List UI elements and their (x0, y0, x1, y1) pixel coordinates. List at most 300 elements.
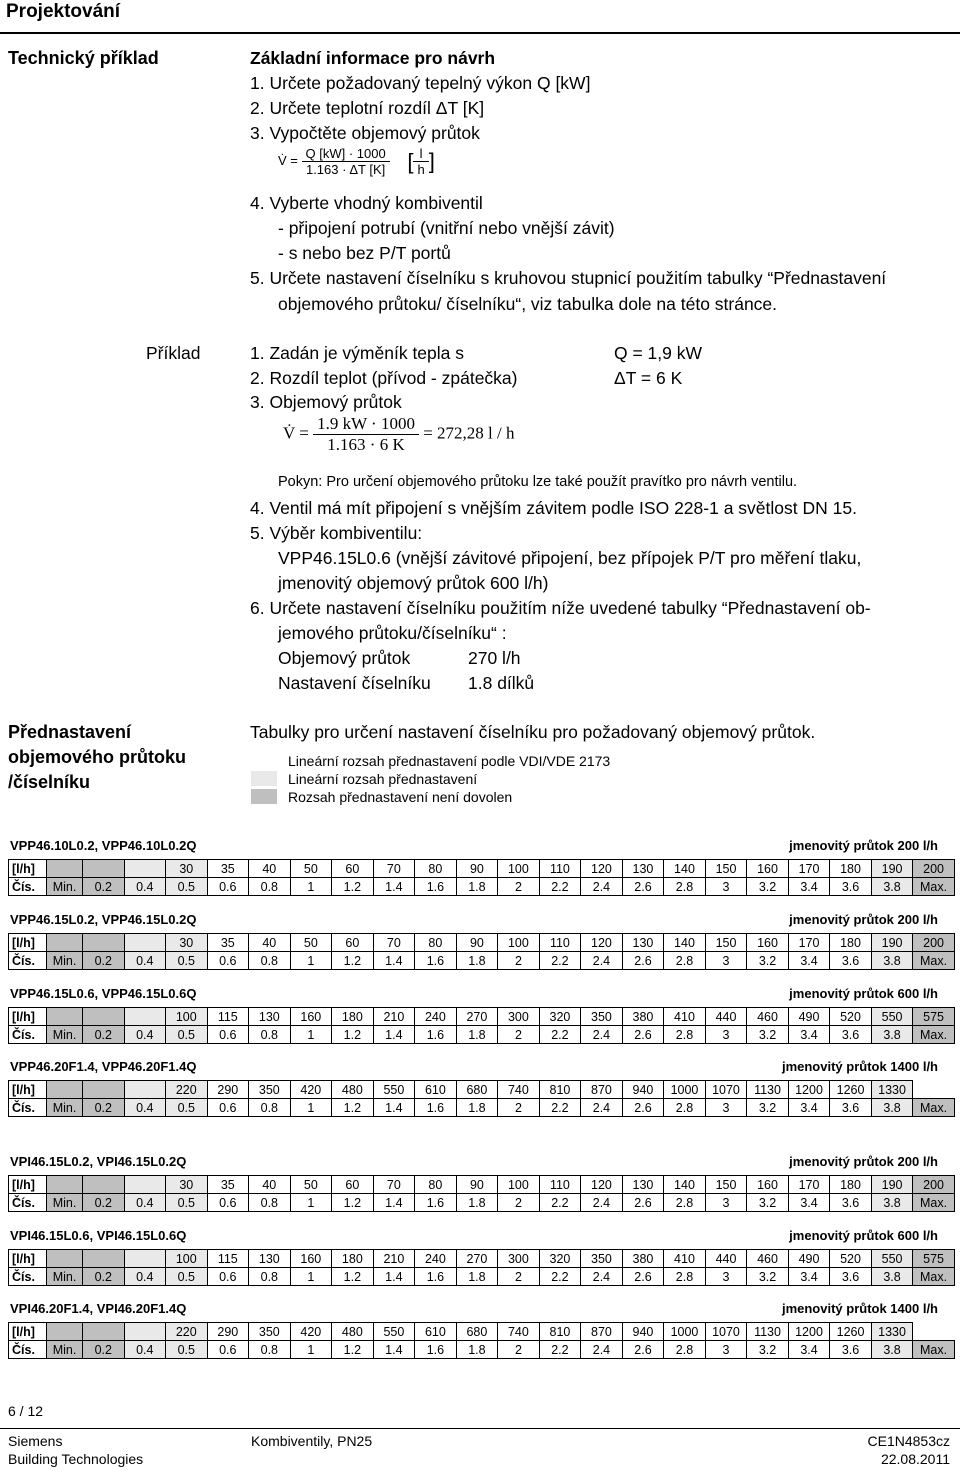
design-step-2: 2. Určete teplotní rozdíl ΔT [K] (250, 98, 485, 118)
table-cell: Max. (913, 1194, 955, 1212)
table-cell: 3 (705, 1026, 747, 1044)
table-cell: 1.4 (373, 952, 415, 970)
table-cell: 490 (788, 1008, 830, 1026)
table-cell: 460 (747, 1008, 789, 1026)
table-cell (124, 1250, 166, 1268)
table-cell: 40 (249, 934, 291, 952)
table-cell: 2.4 (581, 952, 623, 970)
table-cell: Max. (913, 1341, 955, 1359)
table-cell: 1.8 (456, 1099, 498, 1117)
table-cell: 180 (830, 1176, 872, 1194)
table-cell: 940 (622, 1323, 664, 1341)
table-cell: 2.8 (664, 1194, 706, 1212)
design-step-4-bullet-1: - připojení potrubí (vnitřní nebo vnější závit) (278, 218, 615, 238)
legend-swatch-not-allowed (251, 789, 277, 804)
table-cell: 350 (249, 1323, 291, 1341)
presetting-table-1 (8, 859, 955, 896)
table-cell: 0.8 (249, 1026, 291, 1044)
legend-swatch-linear (251, 771, 277, 786)
table-cell: 170 (788, 1176, 830, 1194)
table-cell: 3.2 (747, 1341, 789, 1359)
table-3-title: VPP46.15L0.6, VPP46.15L0.6Q (10, 986, 197, 1001)
table-cell: 2.6 (622, 1194, 664, 1212)
example-step-6-line-1: 6. Určete nastavení číselníku použitím níže uvedené tabulky “Přednastavení ob- (250, 598, 871, 618)
table-cell: 2.2 (539, 952, 581, 970)
table-cell: 180 (830, 860, 872, 878)
footer-rule (0, 1428, 960, 1429)
table-cell: 100 (166, 1250, 208, 1268)
table-cell: 1.2 (332, 1026, 374, 1044)
flow-row-label: [l/h] (9, 934, 47, 952)
table-cell: 50 (290, 860, 332, 878)
example-flow-label: Objemový průtok (278, 648, 411, 668)
table-cell: 1.4 (373, 1194, 415, 1212)
table-cell: 0.5 (166, 1194, 208, 1212)
table-cell (83, 1176, 125, 1194)
table-cell: 240 (415, 1250, 457, 1268)
table-cell (47, 934, 83, 952)
table-cell: 2.8 (664, 1099, 706, 1117)
presetting-intro: Tabulky pro určení nastavení číselníku pro požadovaný objemový průtok. (250, 722, 816, 742)
design-heading: Základní informace pro návrh (250, 48, 496, 68)
example-step-2-value: ΔT = 6 K (614, 368, 683, 388)
table-cell: 1200 (788, 1323, 830, 1341)
table-cell: Max. (913, 1268, 955, 1286)
table-cell: 2.4 (581, 1099, 623, 1117)
table-cell: 1070 (705, 1323, 747, 1341)
table-cell: 440 (705, 1250, 747, 1268)
table-cell: 550 (373, 1081, 415, 1099)
table-cell: 3.2 (747, 878, 789, 896)
table-cell: 1 (290, 1194, 332, 1212)
table-cell: 3.8 (871, 1341, 913, 1359)
table-cell: 440 (705, 1008, 747, 1026)
table-cell: 100 (498, 934, 540, 952)
table-cell: 120 (581, 860, 623, 878)
table-cell: 160 (747, 934, 789, 952)
table-cell: 30 (166, 934, 208, 952)
table-7-nominal: jmenovitý průtok 1400 l/h (781, 1301, 938, 1316)
design-step-4: 4. Vyberte vhodný kombiventil (250, 193, 483, 213)
table-cell: 90 (456, 934, 498, 952)
table-cell: 1000 (664, 1323, 706, 1341)
table-cell: 100 (166, 1008, 208, 1026)
setting-row-label: Čís. (9, 1099, 47, 1117)
table-cell: 200 (913, 1176, 955, 1194)
table-cell: Max. (913, 878, 955, 896)
table-cell: 130 (622, 860, 664, 878)
table-cell: 610 (415, 1323, 457, 1341)
table-cell (47, 1176, 83, 1194)
table-cell: 1.8 (456, 1268, 498, 1286)
formula-unit (413, 146, 428, 177)
table-cell: 2.4 (581, 1268, 623, 1286)
table-cell: 180 (332, 1008, 374, 1026)
table-cell (83, 1081, 125, 1099)
table-cell: Min. (47, 1268, 83, 1286)
table-cell: 1.2 (332, 1341, 374, 1359)
example-flow-value: 270 l/h (468, 648, 521, 668)
table-cell: 1 (290, 1268, 332, 1286)
table-cell: 3.4 (788, 1268, 830, 1286)
table-cell: 2.4 (581, 1026, 623, 1044)
side-label-example: Příklad (146, 343, 201, 363)
formula-denominator: 1.163 · ΔT [K] (305, 162, 386, 177)
table-cell: 0.4 (124, 1099, 166, 1117)
table-cell: 70 (373, 1176, 415, 1194)
table-cell: 3.2 (747, 1099, 789, 1117)
table-cell: 0.5 (166, 1268, 208, 1286)
formula-numerator: Q [kW] · 1000 (302, 146, 390, 162)
table-cell: 170 (788, 860, 830, 878)
table-cell (124, 934, 166, 952)
table-cell: 160 (290, 1008, 332, 1026)
side-label-presetting-2: objemového průtoku (8, 747, 187, 767)
table-cell: 1.2 (332, 1268, 374, 1286)
table-cell (83, 934, 125, 952)
table-cell: 420 (290, 1323, 332, 1341)
table-cell: 210 (373, 1008, 415, 1026)
example-step-5: 5. Výběr kombiventilu: (250, 523, 423, 543)
table-cell: 3.8 (871, 1194, 913, 1212)
setting-row-label: Čís. (9, 1026, 47, 1044)
table-cell: 0.2 (83, 1026, 125, 1044)
table-cell: 200 (913, 860, 955, 878)
table-cell: 100 (498, 1176, 540, 1194)
table-cell: 1260 (830, 1323, 872, 1341)
footer-doc-id: CE1N4853cz (867, 1433, 950, 1449)
presetting-table-3 (8, 1007, 955, 1044)
page-number: 6 / 12 (8, 1403, 44, 1419)
table-cell: 100 (498, 860, 540, 878)
table-cell: 0.8 (249, 1099, 291, 1117)
table-cell: 1.2 (332, 878, 374, 896)
table-cell: 60 (332, 860, 374, 878)
example-step-1-value: Q = 1,9 kW (614, 343, 703, 363)
presetting-table-6 (8, 1249, 955, 1286)
table-cell: 1330 (871, 1081, 913, 1099)
table-cell: 3.6 (830, 1026, 872, 1044)
table-cell: 290 (207, 1323, 249, 1341)
table-cell: Min. (47, 878, 83, 896)
table-cell: 160 (290, 1250, 332, 1268)
table-cell: 1 (290, 952, 332, 970)
table-cell: 575 (913, 1250, 955, 1268)
table-cell (83, 1008, 125, 1026)
table-2-nominal: jmenovitý průtok 200 l/h (789, 912, 938, 927)
table-cell: 2 (498, 952, 540, 970)
table-cell: 3.8 (871, 1026, 913, 1044)
table-cell: 1.2 (332, 1099, 374, 1117)
table-cell: 3 (705, 1341, 747, 1359)
table-cell: 2 (498, 1194, 540, 1212)
table-cell: 1 (290, 878, 332, 896)
table-cell: 240 (415, 1008, 457, 1026)
table-cell: 0.8 (249, 1268, 291, 1286)
table-cell: 80 (415, 860, 457, 878)
legend-label-vdi: Lineární rozsah přednastavení podle VDI/VDE 2173 (288, 753, 611, 769)
table-cell: 130 (249, 1250, 291, 1268)
flow-row-label: [l/h] (9, 1176, 47, 1194)
table-cell: 30 (166, 860, 208, 878)
example-setting-value: 1.8 dílků (468, 673, 535, 693)
setting-row (9, 1026, 955, 1044)
table-cell: 1.4 (373, 1341, 415, 1359)
table-cell: 3.4 (788, 878, 830, 896)
side-label-presetting-1: Přednastavení (8, 722, 132, 742)
flow-row (9, 934, 955, 952)
table-cell: 680 (456, 1323, 498, 1341)
table-cell (124, 1323, 166, 1341)
setting-row (9, 952, 955, 970)
table-cell (47, 1008, 83, 1026)
table-cell: 110 (539, 860, 581, 878)
table-cell: Max. (913, 1099, 955, 1117)
table-cell (83, 860, 125, 878)
table-cell: 0.4 (124, 878, 166, 896)
table-cell: 70 (373, 860, 415, 878)
table-cell: 1.8 (456, 1341, 498, 1359)
example-formula-result: = 272,28 l / h (423, 423, 515, 443)
table-cell: 2 (498, 1099, 540, 1117)
table-cell: 115 (207, 1008, 249, 1026)
table-cell: Min. (47, 1099, 83, 1117)
table-cell: 130 (249, 1008, 291, 1026)
table-cell: 2.6 (622, 952, 664, 970)
table-cell: 110 (539, 934, 581, 952)
table-cell: 0.5 (166, 878, 208, 896)
table-cell: 2 (498, 878, 540, 896)
table-cell: 740 (498, 1081, 540, 1099)
table-cell: 0.2 (83, 952, 125, 970)
table-cell: 0.5 (166, 1341, 208, 1359)
table-6-nominal: jmenovitý průtok 600 l/h (789, 1228, 938, 1243)
table-cell: 2.4 (581, 1341, 623, 1359)
table-cell: 130 (622, 934, 664, 952)
table-cell: 270 (456, 1250, 498, 1268)
table-cell: 290 (207, 1081, 249, 1099)
formula-lhs: V̇ = (278, 152, 298, 168)
table-cell: 740 (498, 1323, 540, 1341)
footer-product: Kombiventily, PN25 (251, 1433, 373, 1449)
table-cell: 180 (332, 1250, 374, 1268)
table-cell: 3.2 (747, 1268, 789, 1286)
table-cell: 90 (456, 860, 498, 878)
table-cell: 410 (664, 1008, 706, 1026)
table-cell: 2.2 (539, 878, 581, 896)
setting-row-label: Čís. (9, 878, 47, 896)
flow-row-label: [l/h] (9, 860, 47, 878)
table-cell: 1130 (747, 1081, 789, 1099)
table-4-title: VPP46.20F1.4, VPP46.20F1.4Q (10, 1059, 197, 1074)
flow-row-label: [l/h] (9, 1323, 47, 1341)
table-cell: 80 (415, 1176, 457, 1194)
table-cell: 150 (705, 860, 747, 878)
table-cell: 115 (207, 1250, 249, 1268)
design-step-5-line-2: objemového průtoku/ číselníku“, viz tabulka dole na této stránce. (278, 294, 778, 314)
table-cell: 190 (871, 934, 913, 952)
flow-row (9, 1008, 955, 1026)
table-cell: 0.2 (83, 1099, 125, 1117)
table-cell: 2.6 (622, 1341, 664, 1359)
table-cell: 490 (788, 1250, 830, 1268)
table-cell: 2.8 (664, 1026, 706, 1044)
table-cell: 3 (705, 1099, 747, 1117)
table-cell: 130 (622, 1176, 664, 1194)
table-cell: 420 (290, 1081, 332, 1099)
flow-row-label: [l/h] (9, 1008, 47, 1026)
table-cell: 550 (871, 1008, 913, 1026)
formula-unit-num: l (413, 146, 428, 162)
table-cell: 0.5 (166, 952, 208, 970)
footer-division: Building Technologies (8, 1451, 144, 1467)
table-cell: 0.4 (124, 1341, 166, 1359)
table-cell: 2.8 (664, 878, 706, 896)
table-cell: 3.6 (830, 1194, 872, 1212)
table-cell: 1.8 (456, 1194, 498, 1212)
table-cell: 0.6 (207, 1194, 249, 1212)
table-cell: 220 (166, 1323, 208, 1341)
flow-formula-example (283, 414, 515, 455)
table-cell: Max. (913, 1026, 955, 1044)
table-cell: 0.4 (124, 1194, 166, 1212)
flow-row (9, 860, 955, 878)
table-cell: 3.6 (830, 1341, 872, 1359)
example-hint: Pokyn: Pro určení objemového průtoku lze také použít pravítko pro návrh ventilu. (278, 474, 798, 490)
table-cell: 1.8 (456, 952, 498, 970)
table-cell: 3.8 (871, 952, 913, 970)
table-cell: 870 (581, 1081, 623, 1099)
table-cell (83, 1323, 125, 1341)
table-cell: 870 (581, 1323, 623, 1341)
table-cell: 3 (705, 878, 747, 896)
table-cell: 3.2 (747, 1194, 789, 1212)
table-cell: 200 (913, 934, 955, 952)
table-cell: 0.6 (207, 878, 249, 896)
table-cell: 520 (830, 1008, 872, 1026)
table-cell: 2 (498, 1341, 540, 1359)
page-title: Projektování (6, 1, 121, 22)
table-cell: 0.6 (207, 1099, 249, 1117)
table-cell: 120 (581, 934, 623, 952)
table-cell: 1.6 (415, 1341, 457, 1359)
table-cell: 320 (539, 1008, 581, 1026)
example-step-3: 3. Objemový průtok (250, 392, 402, 412)
table-cell: 810 (539, 1323, 581, 1341)
table-cell: 3.6 (830, 952, 872, 970)
table-cell: 0.4 (124, 1026, 166, 1044)
table-cell: 3 (705, 1194, 747, 1212)
table-cell: 1.8 (456, 878, 498, 896)
flow-row (9, 1176, 955, 1194)
table-cell (83, 1250, 125, 1268)
table-cell: 190 (871, 1176, 913, 1194)
table-cell: 60 (332, 934, 374, 952)
example-formula-denominator: 1.163 · 6 K (327, 435, 405, 454)
design-step-4-bullet-2: - s nebo bez P/T portů (278, 243, 451, 263)
table-cell: 2.4 (581, 1194, 623, 1212)
design-step-3: 3. Vypočtěte objemový průtok (250, 123, 480, 143)
table-cell: Min. (47, 952, 83, 970)
table-cell: 3.6 (830, 1268, 872, 1286)
footer-date: 22.08.2011 (880, 1451, 950, 1467)
table-cell: 0.5 (166, 1026, 208, 1044)
table-cell: 1130 (747, 1323, 789, 1341)
table-cell: 1.8 (456, 1026, 498, 1044)
table-cell: 70 (373, 934, 415, 952)
table-cell: 1.2 (332, 1194, 374, 1212)
presetting-table-4 (8, 1080, 955, 1117)
table-cell: 1.6 (415, 1268, 457, 1286)
table-cell: 2.2 (539, 1026, 581, 1044)
table-cell: 3.2 (747, 1026, 789, 1044)
table-cell: 3.8 (871, 878, 913, 896)
side-label-technical: Technický příklad (8, 48, 159, 68)
table-cell: 0.5 (166, 1099, 208, 1117)
table-cell: 810 (539, 1081, 581, 1099)
table-cell: 1.4 (373, 1268, 415, 1286)
table-cell: 0.6 (207, 952, 249, 970)
footer-company: Siemens (8, 1433, 63, 1449)
presetting-table-7 (8, 1322, 955, 1359)
table-cell: Min. (47, 1341, 83, 1359)
table-cell: 480 (332, 1081, 374, 1099)
table-cell: 2.6 (622, 1026, 664, 1044)
presetting-table-5 (8, 1175, 955, 1212)
table-cell: 150 (705, 934, 747, 952)
table-cell: 30 (166, 1176, 208, 1194)
table-cell: Min. (47, 1026, 83, 1044)
table-cell: 80 (415, 934, 457, 952)
table-cell (124, 1008, 166, 1026)
formula-unit-den: h (417, 162, 425, 177)
table-cell: 575 (913, 1008, 955, 1026)
table-5-title: VPI46.15L0.2, VPI46.15L0.2Q (10, 1154, 187, 1169)
table-cell: 120 (581, 1176, 623, 1194)
table-cell: 1260 (830, 1081, 872, 1099)
table-cell: 2 (498, 1026, 540, 1044)
table-cell: 1.4 (373, 1099, 415, 1117)
table-cell: 3.8 (871, 1268, 913, 1286)
table-7-title: VPI46.20F1.4, VPI46.20F1.4Q (10, 1301, 187, 1316)
table-cell: 350 (249, 1081, 291, 1099)
table-cell: 3 (705, 1268, 747, 1286)
table-cell: 550 (871, 1250, 913, 1268)
table-cell: 0.4 (124, 1268, 166, 1286)
table-cell: 1330 (871, 1323, 913, 1341)
table-cell: 300 (498, 1008, 540, 1026)
table-cell: 0.2 (83, 1341, 125, 1359)
table-cell: 180 (830, 934, 872, 952)
table-cell: 35 (207, 934, 249, 952)
table-cell: 1.6 (415, 878, 457, 896)
table-cell: 2.8 (664, 952, 706, 970)
table-5-nominal: jmenovitý průtok 200 l/h (789, 1154, 938, 1169)
design-step-5-line-1: 5. Určete nastavení číselníku s kruhovou stupnicí použitím tabulky “Přednastavení (250, 268, 887, 288)
table-cell (47, 1323, 83, 1341)
example-step-5-line-2: jmenovitý objemový průtok 600 l/h) (278, 573, 549, 593)
table-cell: 2 (498, 1268, 540, 1286)
table-cell: 350 (581, 1250, 623, 1268)
table-cell: 3.4 (788, 1026, 830, 1044)
example-formula-numerator: 1.9 kW · 1000 (313, 414, 419, 435)
table-cell: 380 (622, 1008, 664, 1026)
table-cell (124, 1081, 166, 1099)
table-cell: 150 (705, 1176, 747, 1194)
table-1-title: VPP46.10L0.2, VPP46.10L0.2Q (10, 838, 197, 853)
table-cell: 170 (788, 934, 830, 952)
table-cell: 3.6 (830, 1099, 872, 1117)
